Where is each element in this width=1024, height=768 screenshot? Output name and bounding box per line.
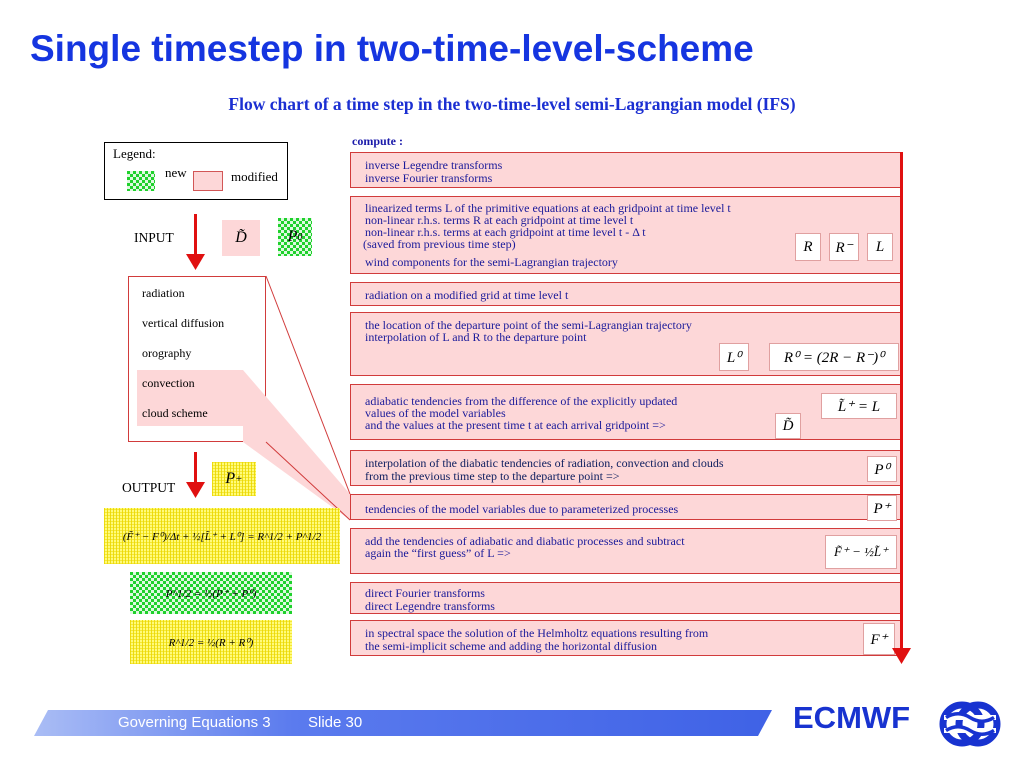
- input-p-sup: 0: [297, 231, 303, 243]
- step-line: from the previous time step to the departure point =>: [365, 469, 620, 483]
- step-line: non-linear r.h.s. terms at each gridpoint at time level t - Δ t: [365, 225, 646, 239]
- footer-slide-number: Slide 30: [308, 714, 363, 731]
- step-line: interpolation of L and R to the departure point: [365, 330, 587, 344]
- math-symbol: D̃: [782, 417, 794, 434]
- math-symbol: F̃⁺ − ½L̃⁺: [834, 544, 888, 559]
- step-adiabatic-tendencies: [350, 384, 903, 440]
- step-gridpoint-terms: [350, 196, 903, 274]
- step-line: adiabatic tendencies from the difference of the explicitly updated: [365, 394, 678, 408]
- step-line: again the “first guess” of L =>: [365, 546, 511, 560]
- timeline-arrow-head: [892, 648, 911, 664]
- step-line: radiation on a modified grid at time level t: [365, 288, 569, 302]
- footer-text: Governing Equations 3: [118, 714, 271, 731]
- step-line: interpolation of the diabatic tendencies of radiation, convection and clouds: [365, 456, 724, 470]
- input-d-symbol: D̃: [235, 229, 247, 246]
- math-R: [795, 233, 821, 261]
- input-p-symbol: P: [287, 228, 298, 245]
- step-line: (saved from previous time step): [363, 237, 516, 251]
- step-parameterized-tendencies: [350, 494, 903, 520]
- step-line: direct Legendre transforms: [365, 599, 495, 613]
- step-departure-point: [350, 312, 903, 376]
- output-arrow-head: [186, 482, 205, 498]
- math-symbol: R⁰ = (2R − R⁻)⁰: [783, 349, 885, 366]
- physics-item: convection: [142, 376, 195, 390]
- math-L-tilde-plus: [821, 393, 897, 419]
- output-p-box: [212, 462, 256, 496]
- output-label: OUTPUT: [122, 480, 176, 495]
- formula-box-1: [104, 508, 340, 564]
- math-D-tilde: [775, 413, 801, 439]
- math-symbol: L̃⁺ = L: [837, 398, 881, 415]
- output-p-symbol: P: [225, 470, 236, 487]
- legend-modified-label: modified: [231, 169, 278, 184]
- formula-2: P^1/2 = ½(P⁺ + P⁰): [165, 587, 257, 600]
- step-line: non-linear r.h.s. terms R at each gridpoint at time level t: [365, 213, 634, 227]
- math-symbol: R: [803, 238, 813, 255]
- step-helmholtz: [350, 620, 903, 656]
- step-line: the semi-implicit scheme and adding the horizontal diffusion: [365, 639, 658, 653]
- physics-item: vertical diffusion: [142, 316, 225, 330]
- flow-chart-title: Flow chart of a time step in the two-time-level semi-Lagrangian model (IFS): [228, 94, 796, 114]
- output-p-sup: +: [235, 473, 243, 485]
- compute-label: compute :: [352, 134, 403, 148]
- formula-3: R^1/2 = ½(R + R⁰): [168, 636, 254, 649]
- ecmwf-logo-icon: [938, 700, 1002, 748]
- physics-item: cloud scheme: [142, 406, 208, 420]
- math-symbol: F⁺: [870, 631, 888, 648]
- step-diabatic-interpolation: [350, 450, 903, 486]
- math-R-minus: [829, 233, 859, 261]
- step-line: the location of the departure point of the semi-Lagrangian trajectory: [365, 318, 692, 332]
- step-direct-transforms: [350, 582, 903, 614]
- step-inverse-transforms: [350, 152, 903, 188]
- formula-box-3: [130, 620, 292, 664]
- formula-1: (F̃⁺ − F⁰)/Δt + ½[L̃⁺ + L⁰] = R^1/2 + P^1/2: [122, 530, 322, 543]
- physics-item: orography: [142, 346, 192, 360]
- math-symbol: P⁺: [873, 500, 891, 517]
- timeline-arrow-shaft: [900, 152, 903, 652]
- step-radiation-grid: [350, 282, 903, 306]
- step-line: wind components for the semi-Lagrangian trajectory: [365, 255, 618, 269]
- step-line: and the values at the present time t at each arrival gridpoint =>: [365, 418, 666, 432]
- slide-title: Single timestep in two-time-level-scheme: [30, 28, 754, 69]
- legend-title: Legend:: [113, 146, 156, 161]
- step-line: add the tendencies of adiabatic and diabatic processes and subtract: [365, 534, 685, 548]
- step-line: linearized terms L of the primitive equations at each gridpoint at time level t: [365, 201, 731, 215]
- math-P-plus: [867, 495, 897, 521]
- math-L: [867, 233, 893, 261]
- math-symbol: L⁰: [726, 349, 742, 366]
- step-line: inverse Fourier transforms: [365, 171, 493, 185]
- legend-new-label: new: [165, 165, 187, 180]
- math-P0: [867, 456, 897, 482]
- formula-box-2: [130, 572, 292, 614]
- step-line: values of the model variables: [365, 406, 506, 420]
- brand-name: ECMWF: [793, 700, 911, 735]
- input-label: INPUT: [134, 230, 174, 245]
- physics-item: radiation: [142, 286, 185, 300]
- step-line: inverse Legendre transforms: [365, 158, 503, 172]
- step-line: in spectral space the solution of the Helmholtz equations resulting from: [365, 626, 709, 640]
- math-R0: [769, 343, 899, 371]
- math-F-tilde-plus: [825, 535, 897, 569]
- step-add-tendencies: [350, 528, 903, 574]
- math-symbol: L: [875, 238, 885, 255]
- math-symbol: R⁻: [835, 239, 853, 256]
- math-L0: [719, 343, 749, 371]
- step-line: direct Fourier transforms: [365, 586, 485, 600]
- math-F-plus: [863, 623, 895, 655]
- step-line: tendencies of the model variables due to parameterized processes: [365, 502, 679, 516]
- math-symbol: P⁰: [874, 461, 890, 478]
